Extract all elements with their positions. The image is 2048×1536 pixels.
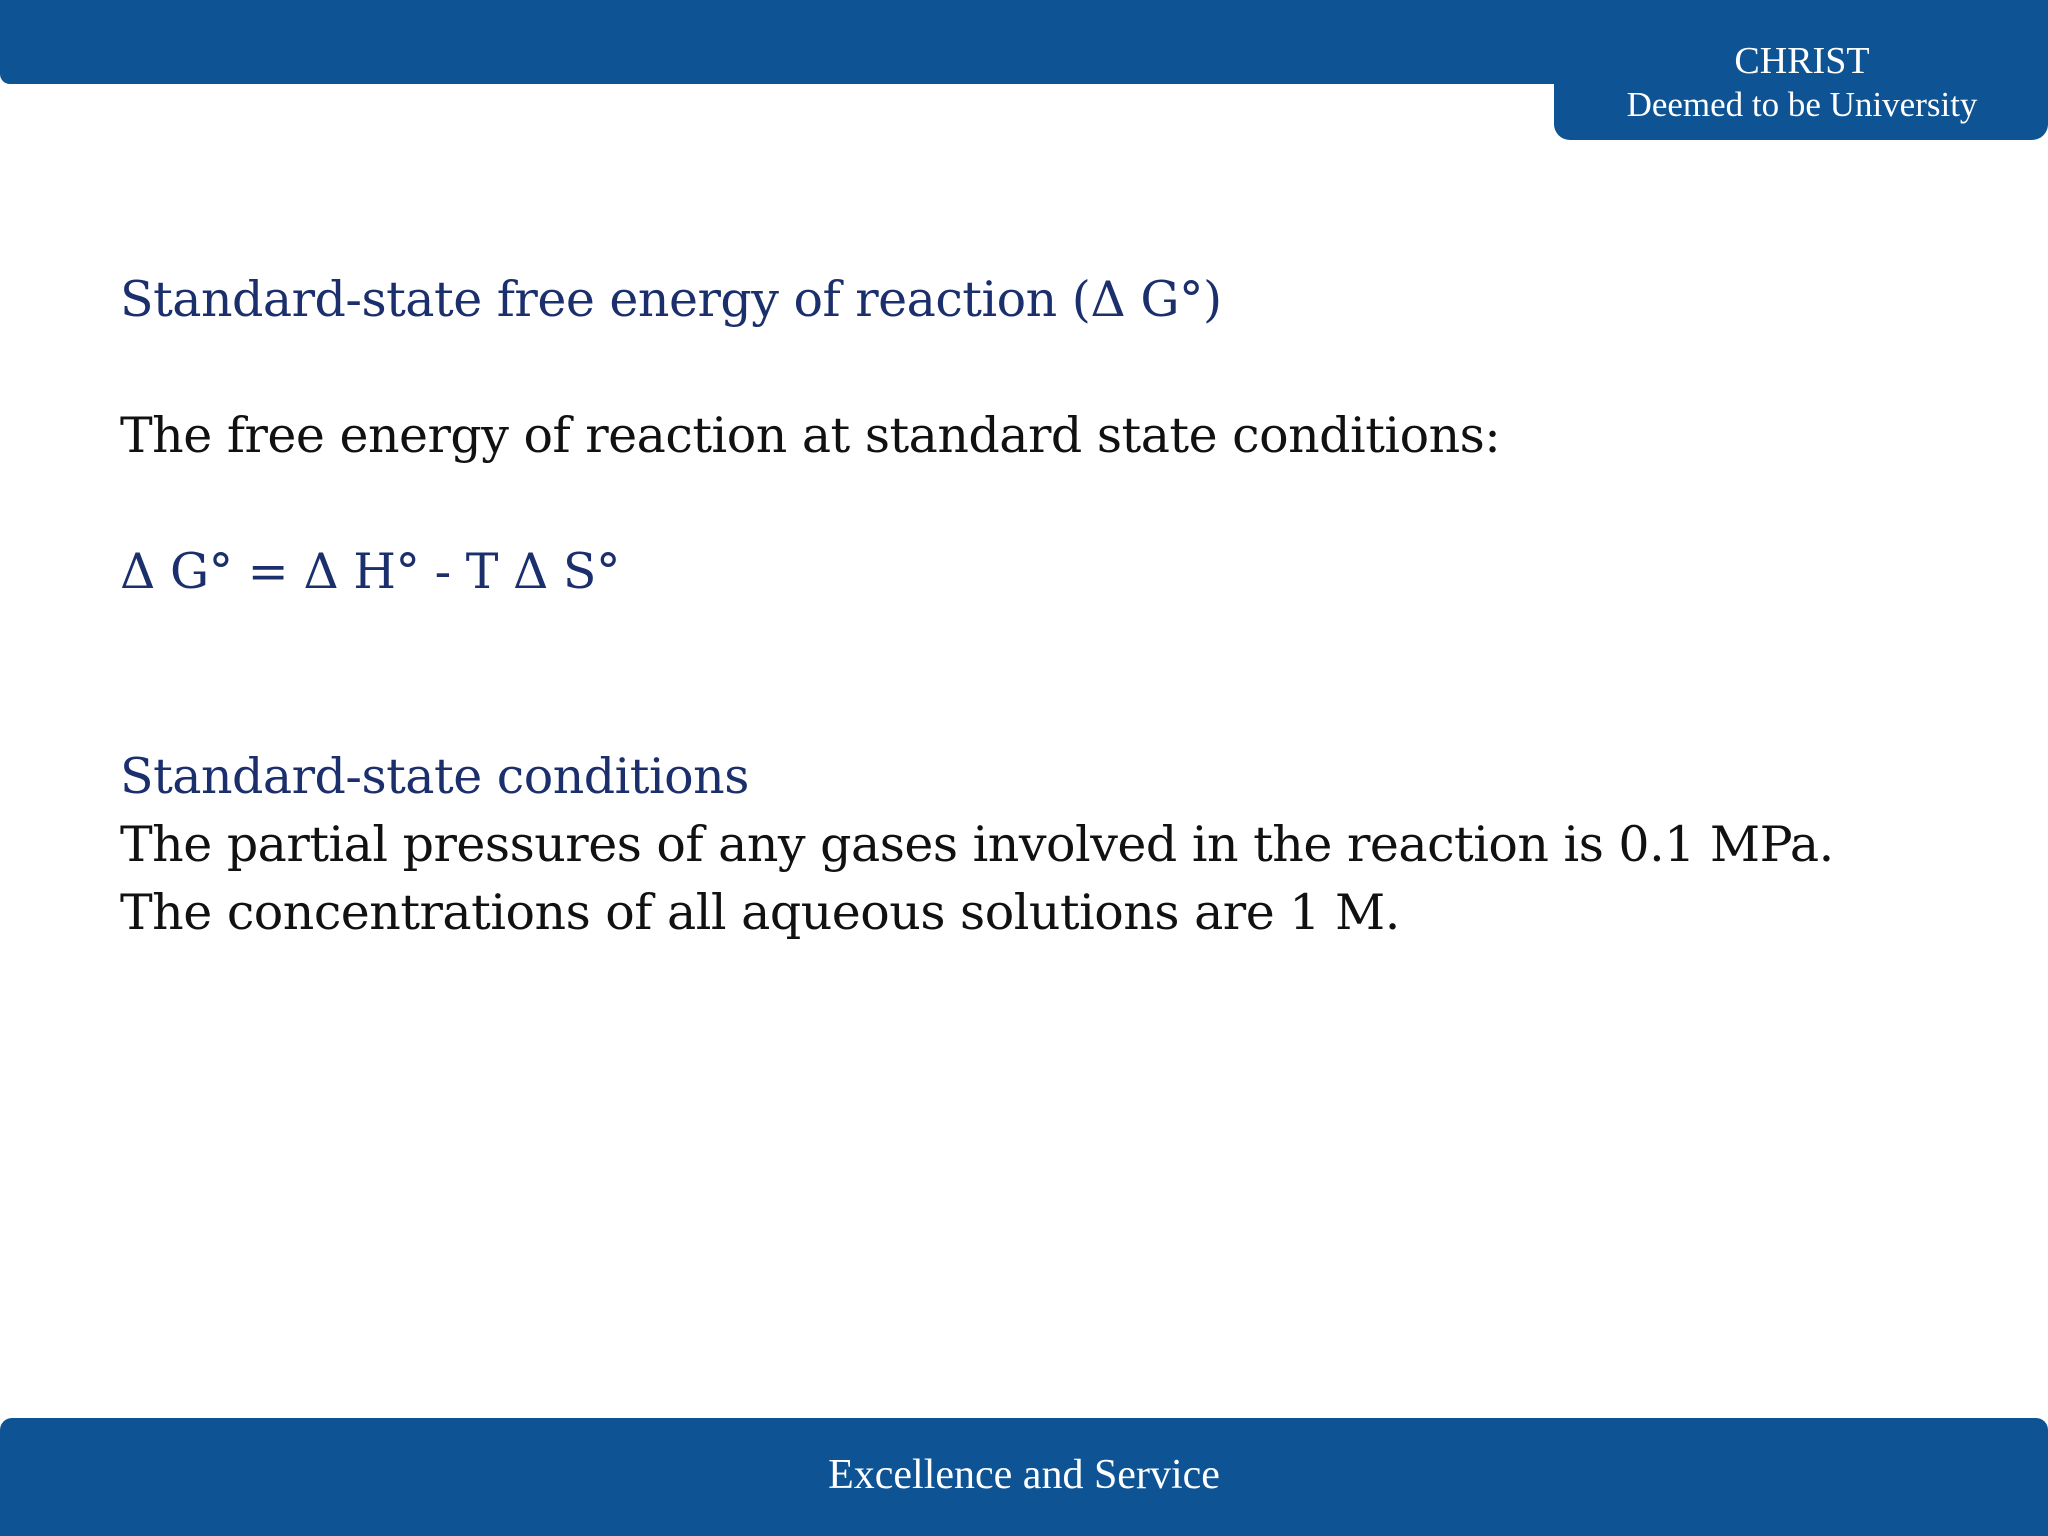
condition-pressure: The partial pressures of any gases involved in the reaction is 0.1 MPa. [120, 816, 1834, 873]
brand-name: CHRIST [1734, 40, 1870, 82]
footer-motto: Excellence and Service [828, 1452, 1220, 1498]
heading-standard-state-conditions: Standard-state conditions [120, 748, 749, 805]
condition-concentration: The concentrations of all aqueous solutions are 1 M. [120, 884, 1400, 941]
brand-subtitle: Deemed to be University [1626, 85, 1978, 124]
heading-standard-free-energy: Standard-state free energy of reaction (Δ G°) [120, 271, 1222, 328]
equation: Δ G° = Δ H° - T Δ S° [120, 543, 621, 600]
intro-text: The free energy of reaction at standard state conditions: [120, 407, 1501, 464]
